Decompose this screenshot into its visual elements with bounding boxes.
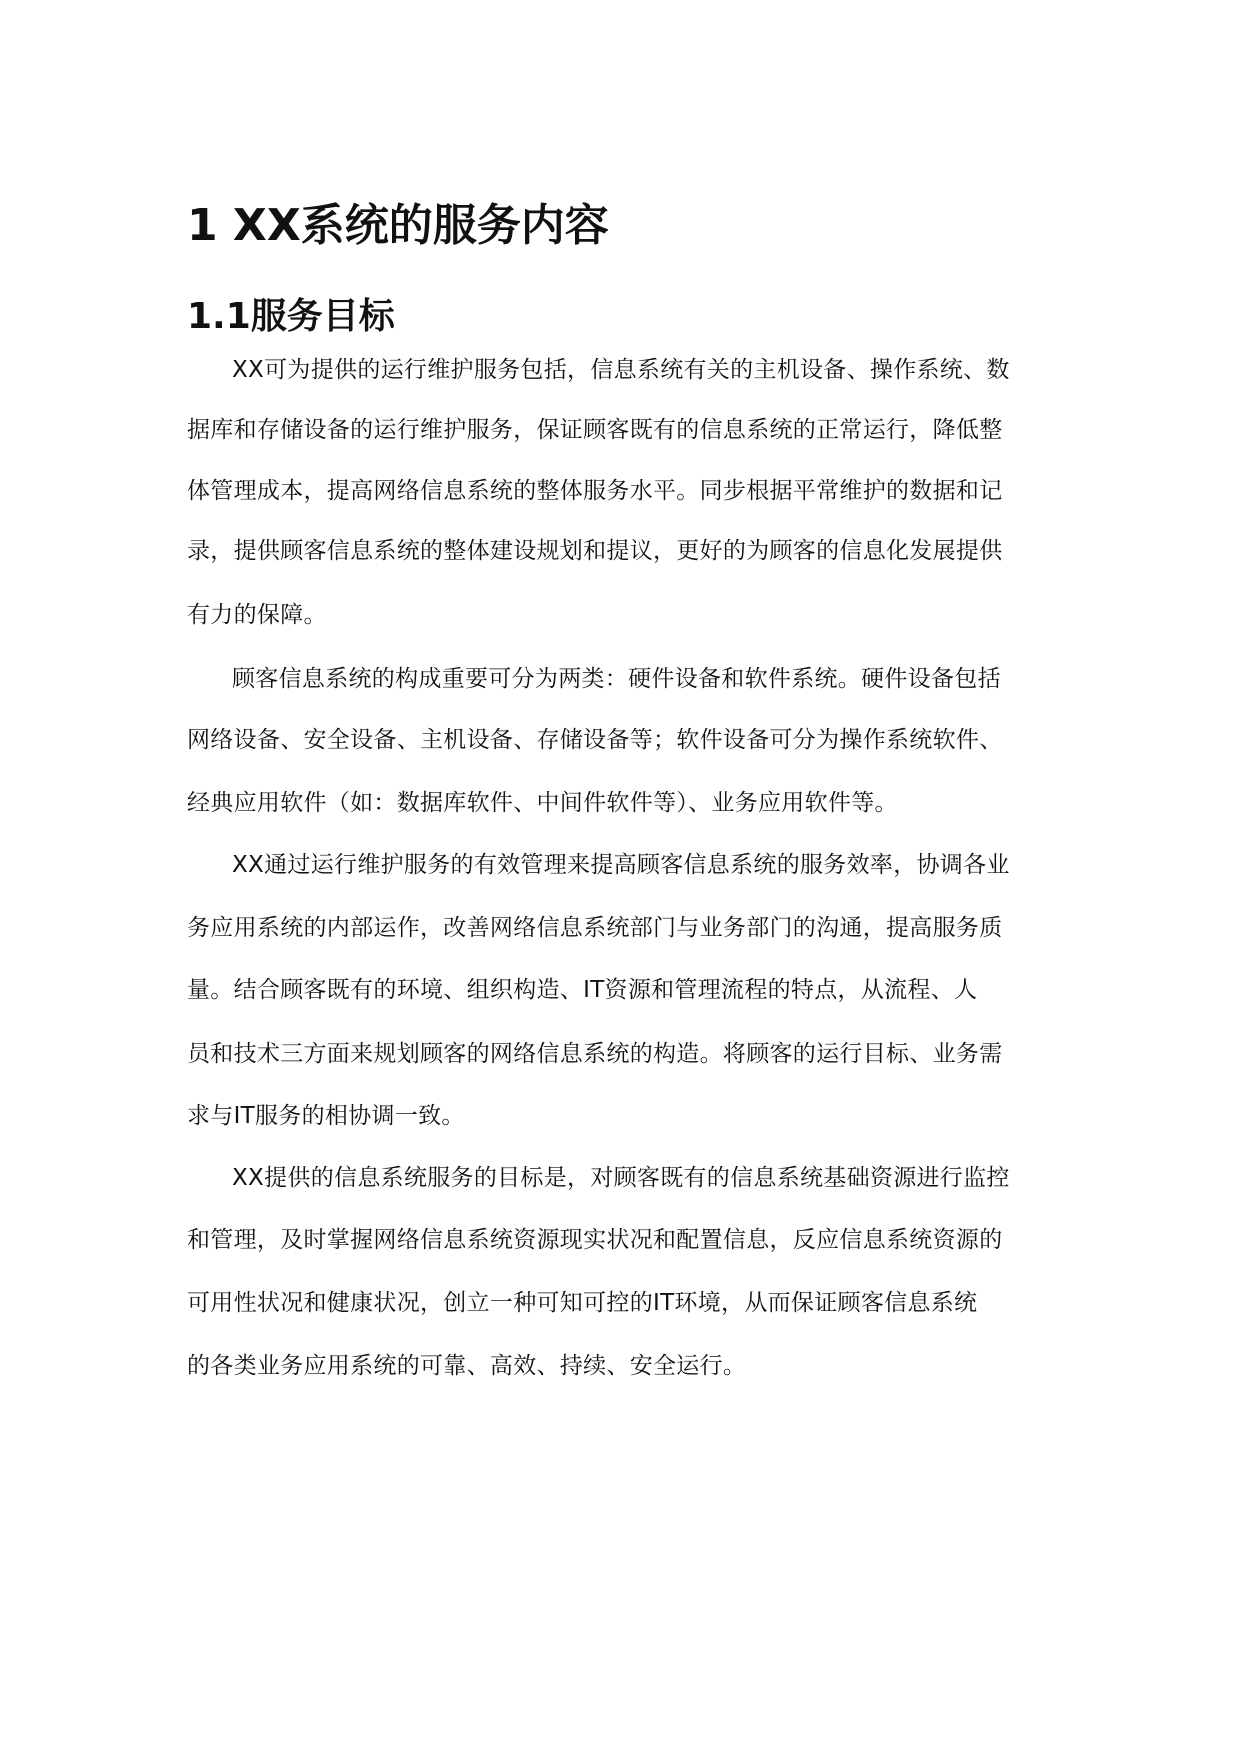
paragraph-line: 体管理成本，提高网络信息系统的整体服务水平。同步根据平常维护的数据和记 [187,478,1003,504]
paragraph-line: 录，提供顾客信息系统的整体建设规划和提议，更好的为顾客的信息化发展提供 [187,538,1003,564]
paragraph-line: 量。结合顾客既有的环境、组织构造、IT资源和管理流程的特点，从流程、人 [187,977,978,1003]
paragraph-line: 务应用系统的内部运作，改善网络信息系统部门与业务部门的沟通，提高服务质 [187,915,1003,941]
section-heading: 1.1服务目标 [187,296,395,337]
paragraph-line: 的各类业务应用系统的可靠、高效、持续、安全运行。 [187,1353,747,1379]
paragraph-line: 据库和存储设备的运行维护服务，保证顾客既有的信息系统的正常运行，降低整 [187,417,1003,443]
chapter-heading: 1 XX系统的服务内容 [187,200,609,251]
paragraph-line: XX提供的信息系统服务的目标是，对顾客既有的信息系统基础资源进行监控 [232,1165,1010,1191]
paragraph-line: 和管理，及时掌握网络信息系统资源现实状况和配置信息，反应信息系统资源的 [187,1227,1003,1253]
paragraph-line: 有力的保障。 [187,602,327,628]
paragraph-line: 顾客信息系统的构成重要可分为两类：硬件设备和软件系统。硬件设备包括 [232,666,1001,692]
paragraph-line: 员和技术三方面来规划顾客的网络信息系统的构造。将顾客的运行目标、业务需 [187,1041,1003,1067]
paragraph-line: XX可为提供的运行维护服务包括，信息系统有关的主机设备、操作系统、数 [232,357,1010,383]
paragraph-line: XX通过运行维护服务的有效管理来提高顾客信息系统的服务效率，协调各业 [232,852,1010,878]
paragraph-line: 可用性状况和健康状况，创立一种可知可控的IT环境，从而保证顾客信息系统 [187,1290,978,1316]
paragraph-line: 网络设备、安全设备、主机设备、存储设备等；软件设备可分为操作系统软件、 [187,727,1003,753]
paragraph-line: 经典应用软件（如：数据库软件、中间件软件等）、业务应用软件等。 [187,790,898,816]
paragraph-line: 求与IT服务的相协调一致。 [187,1103,465,1129]
